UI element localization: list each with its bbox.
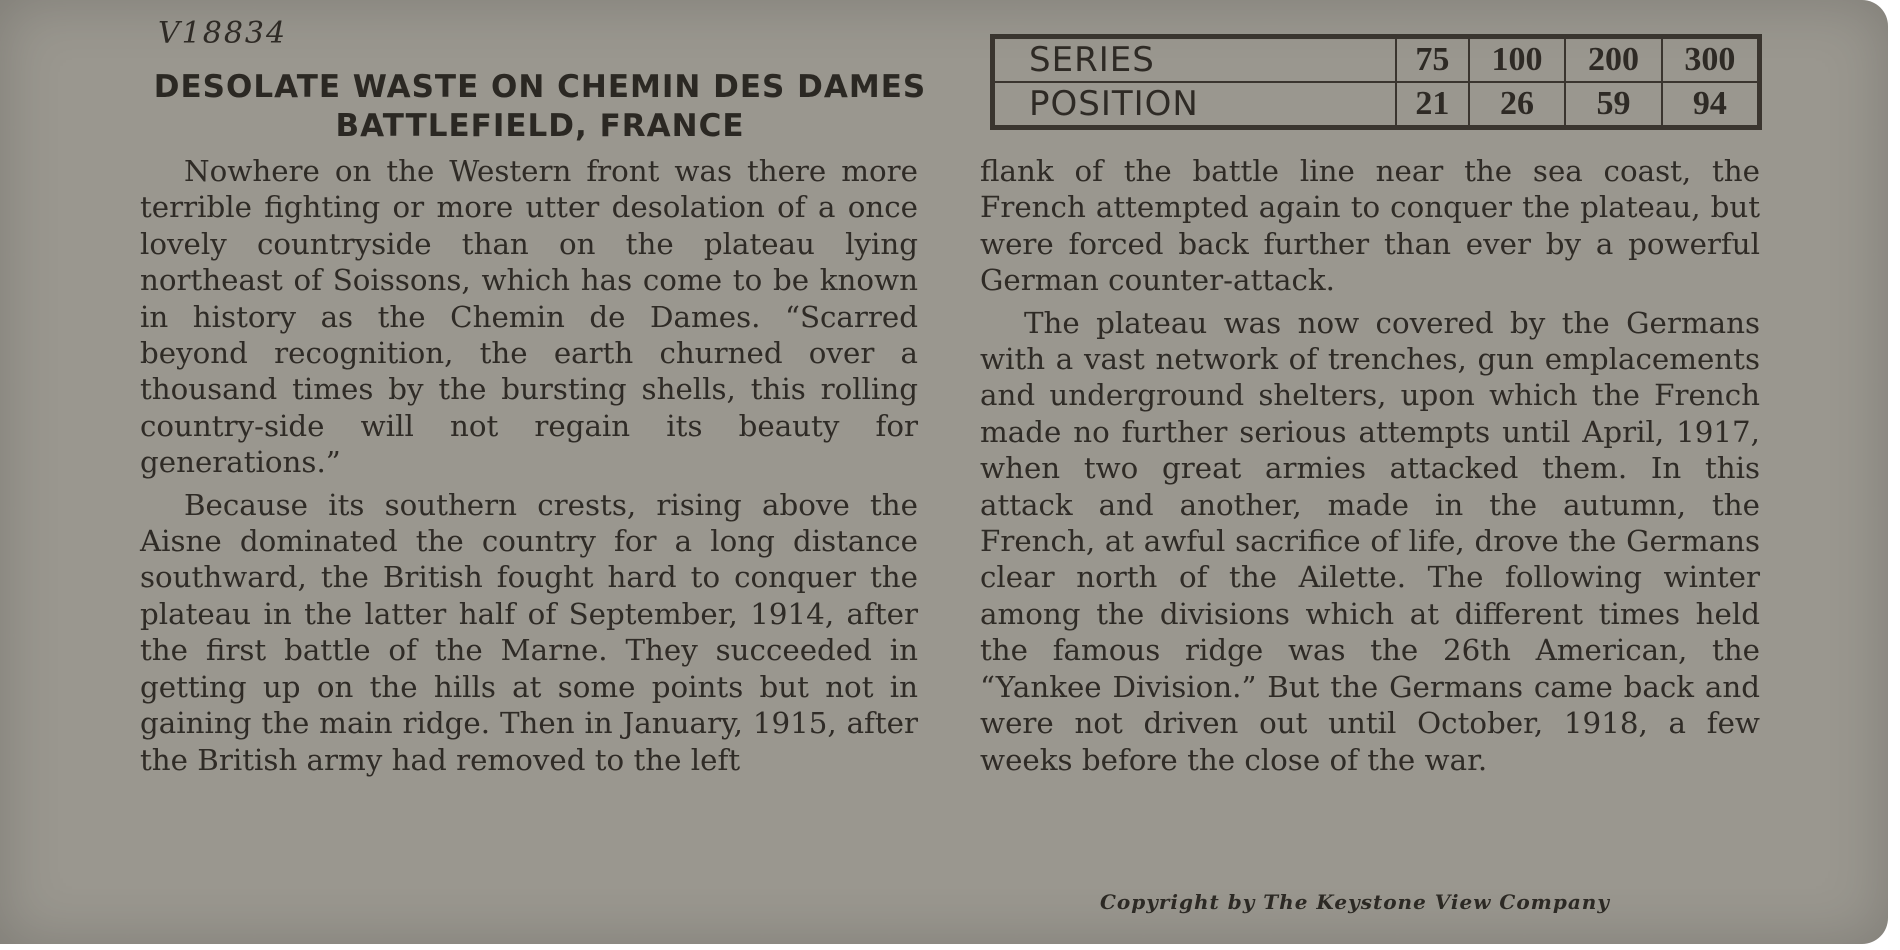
paragraph: Because its southern crests, rising above the Aisne dominated the country for a long distance southward, the British fought hard to conquer the plateau in the latter half of September, 1914, after the first battle of the Marne. They succeeded in getting up on the hills at some points but not in gaining the main ridge. Then in January, 1915, after the British army had removed to the left	[140, 487, 918, 777]
series-value: 200	[1565, 39, 1662, 82]
series-value: 300	[1662, 39, 1757, 82]
series-value: 100	[1469, 39, 1566, 82]
series-row	[995, 39, 1757, 82]
copyright-notice: Copyright by The Keystone View Company	[1100, 890, 1610, 914]
card-title: DESOLATE WASTE ON CHEMIN DES DAMES BATTLEFIELD, FRANCE	[153, 69, 927, 144]
position-value: 21	[1396, 82, 1469, 125]
left-text-column	[140, 153, 918, 784]
paragraph: The plateau was now covered by the Germans with a vast network of trenches, gun emplacements and underground shelters, upon which the French made no further serious attempts until April, 1917, when two great armies attacked them. In this attack and another, made in the autumn, the French, at awful sacrifice of life, drove the Germans clear north of the Ailette. The following winter among the divisions which at different times held the famous ridge was the 26th American, the “Yankee Division.” But the Germans came back and were not driven out until October, 1918, a few weeks before the close of the war.	[980, 305, 1760, 777]
position-label: POSITION	[1029, 84, 1199, 124]
paragraph: flank of the battle line near the sea coast, the French attempted again to conquer the plateau, but were forced back further than ever by a powerful German counter-attack.	[980, 154, 1760, 298]
series-label: SERIES	[995, 39, 1396, 82]
position-value: 59	[1565, 82, 1662, 125]
position-row	[995, 82, 1757, 125]
position-value: 94	[1662, 82, 1757, 125]
series-position-table	[990, 34, 1762, 130]
paragraph: Nowhere on the Western front was there more terrible fighting or more utter desolation of a once lovely countryside than on the plateau lying northeast of Soissons, which has come to be known in history as the Chemin de Dames. “Scarred beyond recognition, the earth churned over a thousand times by the bursting shells, this rolling country-side will not regain its beauty for generations.”	[140, 154, 918, 480]
right-text-column	[980, 153, 1760, 784]
catalog-number: V18834	[158, 16, 288, 51]
position-value: 26	[1469, 82, 1566, 125]
series-value: 75	[1396, 39, 1469, 82]
